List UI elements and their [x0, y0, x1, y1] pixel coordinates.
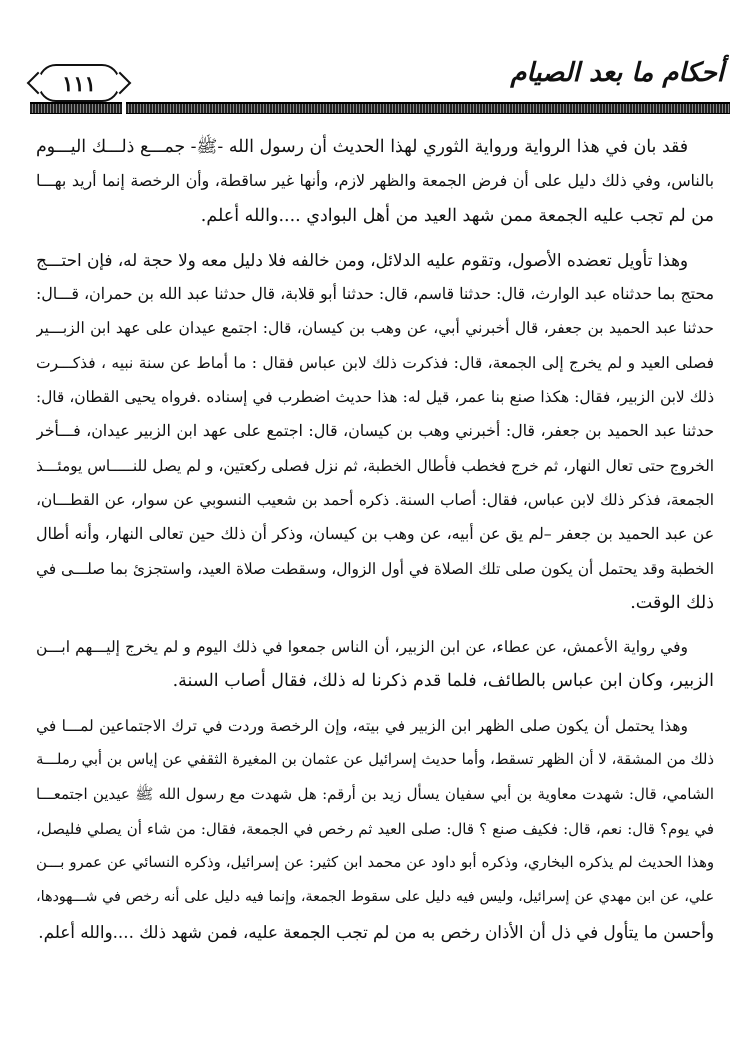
- page-body: [36, 130, 714, 949]
- text-line: وأحسن ما يتأول في ذل أن الأذان رخص به من لم تجب الجمعة عليه، فمن شهد ذلك ....والله أعلم.: [38, 921, 714, 942]
- text-line: الزبير، وكان ابن عباس بالطائف، فلما قدم ذكرنا له ذلك، فقال أصاب السنة.: [172, 671, 714, 692]
- text-line: وهذا تأويل تعضده الأصول، وتقوم عليه الدلائل، ومن خالفه فلا دليل معه ولا حجة له، فإن احتـــج: [36, 249, 688, 270]
- text-line: حدثنا عبد الحميد بن جعفر، قال: أخبرني وهب بن كيسان، قال: اجتمع على عهد ابن الزبير عيدان، فـــأخر: [36, 421, 714, 441]
- text-line: الشامي، قال: شهدت معاوية بن أبي سفيان يسأل زيد بن أرقم: هل شهدت مع رسول الله ﷺ عيدين اجتمعـــا: [36, 785, 714, 804]
- header-rule: [126, 102, 730, 114]
- paragraph: [36, 709, 714, 949]
- text-line: حدثنا عبد الحميد بن جعفر، قال أخبرني أبي، عن وهب بن كيسان، قال: اجتمع عيدان على عهد ابن الزبـــير: [36, 319, 714, 338]
- text-line: في يوم؟ قال: نعم، قال: فكيف صنع ؟ قال: صلى العيد ثم رخص في الجمعة، فقال: من شاء أن يصلي فليصل،: [36, 819, 714, 838]
- text-line: فقد بان في هذا الرواية ورواية الثوري لهذا الحديث أن رسول الله -ﷺ- جمـــع ذلـــك اليـــوم: [36, 137, 688, 157]
- text-line: وهذا يحتمل أن يكون صلى الظهر ابن الزبير في بيته، وإن الرخصة وردت في ترك الاجتماعين لمـــا في: [36, 716, 688, 735]
- text-line: ذلك لابن الزبير، فقال: هكذا صنع بنا عمر، قيل له: هذا حديث اضطرب في إسناده .فرواه يحيى القطان، قال:: [36, 388, 714, 407]
- text-line: ذلك من المشقة، لا أن الظهر تسقط، وأما حديث إسرائيل عن عثمان بن المغيرة الثقفي عن إياس بن أبي رملـــة: [36, 751, 714, 769]
- text-line: علي، عن ابن مهدي عن إسرائيل، وليس فيه دليل على سقوط الجمعة، وإنما فيه دليل على أنه رخص في شـــهودها،: [36, 889, 714, 906]
- text-line: وفي رواية الأعمش، عن عطاء، عن ابن الزبير، أن الناس جمعوا في ذلك اليوم و لم يخرج إليـــهم ابـــن: [36, 638, 688, 657]
- text-line: بالناس، وفي ذلك دليل على أن فرض الجمعة والظهر لازم، وأنها غير ساقطة، وأن الرخصة إنما أريد بهـــا: [36, 171, 714, 191]
- text-line: محتج بما حدثناه عبد الوارث، قال: حدثنا قاسم، قال: حدثنا أبو قلابة، قال حدثنا عبد الله بن حمران، قـــال:: [36, 284, 714, 304]
- text-line: الجمعة، فذكر ذلك لابن عباس، فقال: أصاب السنة. ذكره أحمد بن شعيب النسوبي عن سوار، عن القطـــان،: [36, 490, 714, 509]
- text-line: عن عبد الحميد بن جعفر –لم يق عن أبيه، عن وهب بن كيسان، وذكر أن ذلك حين تعالى النهار، وأنه أطال: [36, 524, 714, 544]
- text-line: وهذا الحديث لم يذكره البخاري، وذكره أبو داود عن محمد ابن كثير: عن إسرائيل، وذكره النسائي عن عمرو بـــن: [36, 853, 714, 871]
- text-line: الخطبة وقد يحتمل أن يكون صلى تلك الصلاة في أول الزوال، وسقطت صلاة العيد، واستجزئ بما صلـــى في: [36, 559, 714, 578]
- paragraph: [36, 130, 714, 233]
- paragraph: [36, 630, 714, 699]
- paragraph: [36, 243, 714, 620]
- page-number: ١١١: [38, 64, 120, 102]
- book-title: أحكام ما بعد الصيام: [510, 58, 724, 88]
- header-rule-left: [30, 102, 122, 114]
- text-line: من لم تجب عليه الجمعة ممن شهد العيد من أهل البوادي ....والله أعلم.: [200, 205, 714, 226]
- text-line: الخروج حتى تعال النهار، ثم خرج فخطب فأطال الخطبة، ثم نزل فصلى ركعتين، و لم يصل للنـــــاس يومئـــذ: [36, 456, 714, 475]
- page-header: [30, 58, 730, 110]
- text-line: ذلك الوقت.: [630, 592, 714, 613]
- text-line: فصلى العيد و لم يخرج إلى الجمعة، قال: فذكرت ذلك لابن عباس فقال : ما أماط عن سنة نبيه ، فذكـــرت: [36, 353, 714, 372]
